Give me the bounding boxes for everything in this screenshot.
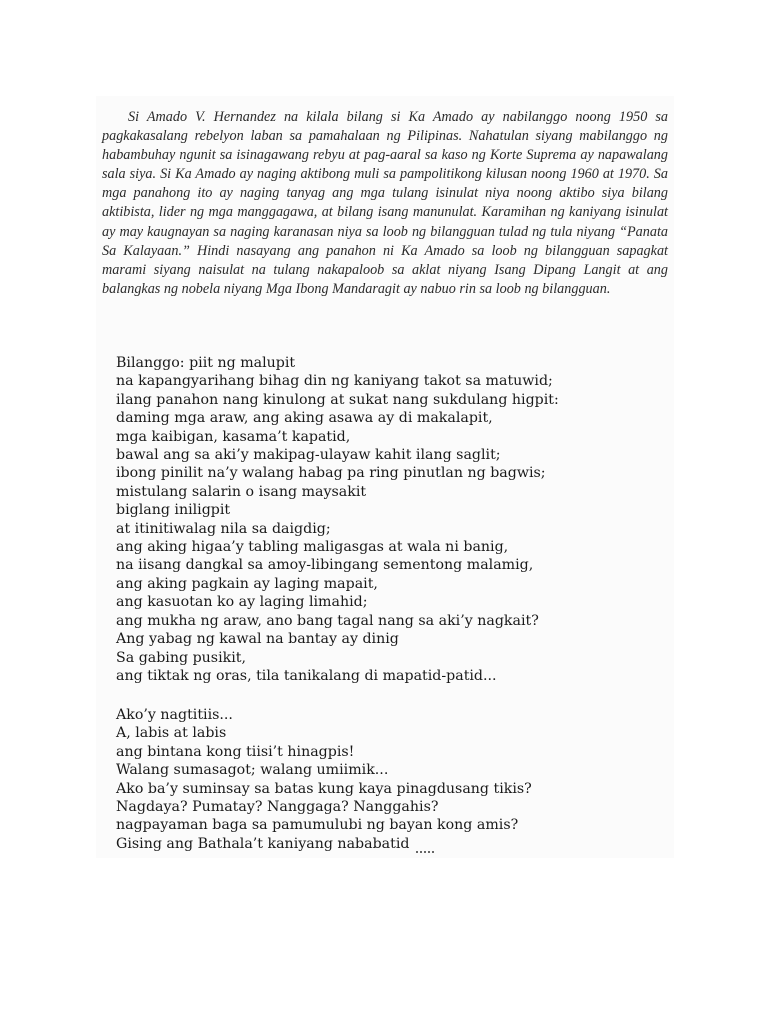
poem-line: biglang iniligpit xyxy=(116,502,231,519)
poem-line: Gising ang Bathala’t kaniyang nababatid xyxy=(116,835,410,852)
poem-line: ang tiktak ng oras, tila tanikalang di mapatid-patid... xyxy=(116,667,497,684)
poem-line: ang aking higaa’y tabling maligasgas at wala ni banig, xyxy=(116,539,509,556)
poem-line: Bilanggo: piit ng malupit xyxy=(116,355,296,371)
poem-line: ibong pinilit na’y walang habag pa ring pinutlan ng bagwis; xyxy=(116,465,546,482)
poem-line: mga kaibigan, kasama’t kapatid, xyxy=(116,428,351,445)
poem-line: ilang panahon nang kinulong at sukat nang sukdulang higpit: xyxy=(116,391,559,408)
poem-line: mistulang salarin o isang maysakit xyxy=(116,483,367,500)
poem-line: ang bintana kong tiisi’t hinagpis! xyxy=(116,743,355,760)
poem-stanza-1 xyxy=(116,354,666,685)
intro-paragraph: Si Amado V. Hernandez na kilala bilang si Ka Amado ay nabilanggo noong 1950 sa pagkakasalang rebelyon laban sa pamahalaan ng Pilipinas. Nahatulan siyang mabilanggo ng habambuhay ngunit sa isinagawang rebyu at pag-aaral sa kaso ng Korte Suprema ay napawalang sala siya. Si Ka Amado ay naging aktibong muli sa pampolitikong kilusan noong 1960 at 1970. Sa mga panahong ito ay naging tanyag ang mga tulang isinulat niya noong aktibo siya bilang aktibista, lider ng mga manggagawa, at bilang isang manunulat. Karamihan ng kaniyang isinulat ay may kaugnayan sa naging karanasan niya sa loob ng bilangguan tulad ng tula niyang “Panata Sa Kalayaan.” Hindi nasayang ang panahon ni Ka Amado sa loob ng bilangguan sapagkat marami siyang naisulat na tulang nakapaloob sa aklat niyang Isang Dipang Langit at ang balangkas ng nobela niyang Mga Ibong Mandaragit ay nabuo rin sa loob ng bilangguan. xyxy=(102,109,668,297)
poem-line: daming mga araw, ang aking asawa ay di makalapit, xyxy=(116,410,493,427)
page-continuation-mark xyxy=(416,851,434,857)
document-page xyxy=(96,96,674,858)
poem-line: na kapangyarihang bihag din ng kaniyang takot sa matuwid; xyxy=(116,373,553,390)
poem-line: Ang yabag ng kawal na bantay ay dinig xyxy=(116,631,399,648)
poem-line: Sa gabing pusikit, xyxy=(116,649,246,666)
poem-line: bawal ang sa aki’y makipag-ulayaw kahit ilang saglit; xyxy=(116,447,501,464)
poem-line: Ako ba’y suminsay sa batas kung kaya pinagdusang tikis? xyxy=(116,780,532,797)
poem-line: nagpayaman baga sa pamumulubi ng bayan kong amis? xyxy=(116,817,519,834)
poem-line: Walang sumasagot; walang umiimik... xyxy=(116,762,389,779)
poem-line: ang mukha ng araw, ano bang tagal nang sa aki’y nagkait? xyxy=(116,612,539,629)
poem-line: na iisang dangkal sa amoy-libingang sementong malamig, xyxy=(116,557,534,574)
poem-line: ang aking pagkain ay laging mapait, xyxy=(116,575,378,592)
poem-line: Nagdaya? Pumatay? Nanggaga? Nanggahis? xyxy=(116,799,439,816)
poem-line: Ako’y nagtitiis... xyxy=(116,707,233,723)
poem-line: A, labis at labis xyxy=(116,725,227,742)
poem-line: ang kasuotan ko ay laging limahid; xyxy=(116,594,368,611)
poem-stanza-2 xyxy=(116,706,666,853)
poem-line: at itinitiwalag nila sa daigdig; xyxy=(116,520,331,537)
